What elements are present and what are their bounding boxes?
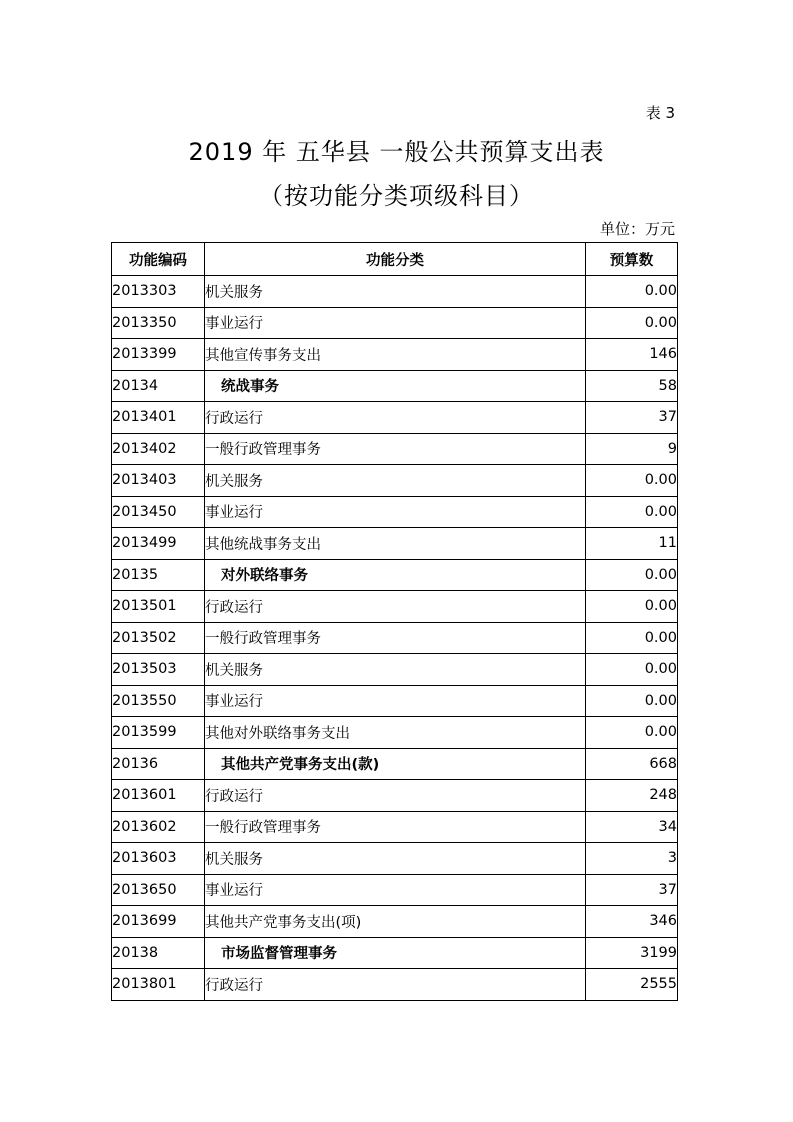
table-number: 表 3 [645,104,675,122]
category-name-cell: 行政运行 [205,969,586,1001]
category-name-cell: 行政运行 [205,780,586,812]
function-code-cell: 2013399 [112,339,205,371]
table-row [112,370,678,402]
column-header-code: 功能编码 [112,243,205,276]
category-name-cell: 事业运行 [205,685,586,717]
function-code-cell: 2013502 [112,622,205,654]
function-code-cell: 2013699 [112,906,205,938]
budget-amount-cell: 0.00 [586,622,678,654]
budget-amount-cell: 668 [586,748,678,780]
function-code-cell: 2013450 [112,496,205,528]
function-code-cell: 2013601 [112,780,205,812]
category-name-cell: 机关服务 [205,654,586,686]
function-code-cell: 2013599 [112,717,205,749]
budget-amount-cell: 3 [586,843,678,875]
function-code-cell: 20134 [112,370,205,402]
budget-table [111,242,678,1001]
category-name-cell: 其他共产党事务支出(项) [205,906,586,938]
budget-amount-cell: 11 [586,528,678,560]
unit-label: 单位：万元 [599,220,675,238]
table-row [112,969,678,1001]
function-code-cell: 2013801 [112,969,205,1001]
table-row [112,402,678,434]
table-header [112,243,678,276]
table-row [112,591,678,623]
budget-amount-cell: 58 [586,370,678,402]
table-row [112,496,678,528]
table-row [112,874,678,906]
budget-amount-cell: 248 [586,780,678,812]
budget-amount-cell: 146 [586,339,678,371]
function-code-cell: 2013499 [112,528,205,560]
function-code-cell: 20138 [112,937,205,969]
category-heading-cell: 市场监督管理事务 [205,937,586,969]
category-name-cell: 其他对外联络事务支出 [205,717,586,749]
category-name-cell: 机关服务 [205,276,586,308]
function-code-cell: 2013350 [112,307,205,339]
page-subtitle: （按功能分类项级科目） [259,182,534,210]
function-code-cell: 2013650 [112,874,205,906]
function-code-cell: 2013602 [112,811,205,843]
column-header-category: 功能分类 [205,243,586,276]
function-code-cell: 2013402 [112,433,205,465]
table-row [112,307,678,339]
category-name-cell: 一般行政管理事务 [205,622,586,654]
column-header-amount: 预算数 [586,243,678,276]
table-body [112,276,678,1001]
table-row [112,685,678,717]
table-row [112,780,678,812]
budget-amount-cell: 37 [586,402,678,434]
category-name-cell: 事业运行 [205,496,586,528]
budget-amount-cell: 346 [586,906,678,938]
function-code-cell: 2013403 [112,465,205,497]
table-row [112,906,678,938]
budget-amount-cell: 0.00 [586,654,678,686]
category-name-cell: 机关服务 [205,465,586,497]
budget-amount-cell: 0.00 [586,685,678,717]
category-heading-cell: 其他共产党事务支出(款) [205,748,586,780]
table-row [112,654,678,686]
category-name-cell: 一般行政管理事务 [205,811,586,843]
table-row [112,276,678,308]
category-name-cell: 一般行政管理事务 [205,433,586,465]
function-code-cell: 2013503 [112,654,205,686]
category-name-cell: 事业运行 [205,307,586,339]
category-heading-cell: 对外联络事务 [205,559,586,591]
function-code-cell: 2013550 [112,685,205,717]
category-name-cell: 行政运行 [205,402,586,434]
header-row [112,243,678,276]
budget-amount-cell: 0.00 [586,276,678,308]
function-code-cell: 20135 [112,559,205,591]
table-row [112,748,678,780]
table-row [112,811,678,843]
budget-amount-cell: 2555 [586,969,678,1001]
table-row [112,622,678,654]
table-row [112,717,678,749]
function-code-cell: 2013603 [112,843,205,875]
category-heading-cell: 统战事务 [205,370,586,402]
table-row [112,339,678,371]
category-name-cell: 行政运行 [205,591,586,623]
function-code-cell: 2013501 [112,591,205,623]
function-code-cell: 2013401 [112,402,205,434]
budget-amount-cell: 0.00 [586,465,678,497]
budget-amount-cell: 9 [586,433,678,465]
table-row [112,843,678,875]
function-code-cell: 20136 [112,748,205,780]
budget-amount-cell: 0.00 [586,496,678,528]
budget-amount-cell: 0.00 [586,559,678,591]
table-row [112,465,678,497]
budget-amount-cell: 0.00 [586,591,678,623]
table-row [112,433,678,465]
budget-amount-cell: 37 [586,874,678,906]
table-row [112,559,678,591]
table-row [112,937,678,969]
category-name-cell: 其他统战事务支出 [205,528,586,560]
category-name-cell: 其他宣传事务支出 [205,339,586,371]
page-title: 2019 年 五华县 一般公共预算支出表 [188,138,605,166]
table-row [112,528,678,560]
budget-amount-cell: 0.00 [586,717,678,749]
category-name-cell: 机关服务 [205,843,586,875]
budget-amount-cell: 3199 [586,937,678,969]
function-code-cell: 2013303 [112,276,205,308]
category-name-cell: 事业运行 [205,874,586,906]
budget-amount-cell: 0.00 [586,307,678,339]
budget-amount-cell: 34 [586,811,678,843]
